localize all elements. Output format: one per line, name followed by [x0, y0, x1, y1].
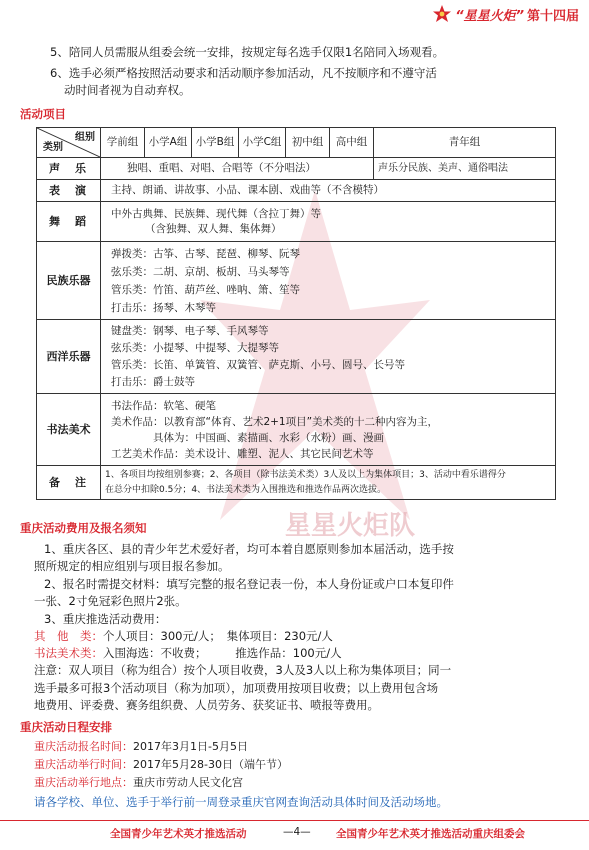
activity-table	[36, 127, 556, 500]
cell-line: 具体为：中国画、素描画、水彩（水粉）画、漫画	[111, 431, 384, 444]
cell-line: 弦乐类：二胡、京胡、板胡、马头琴等	[111, 265, 290, 278]
group-header: 学前组	[101, 128, 145, 158]
section-title-items: 活动项目	[20, 107, 66, 121]
row-label: 西洋乐器	[37, 320, 101, 394]
intro-item-6-cont: 动时间者视为自动弃权。	[64, 83, 191, 97]
table-header-row	[37, 128, 556, 158]
cell-line: 工艺美术作品：美术设计、雕塑、泥人、其它民间艺术等	[111, 447, 374, 460]
schedule-notice: 请各学校、单位、选手于举行前一周登录重庆官网查询活动具体时间及活动场地。	[34, 795, 448, 809]
fee-note-3: 地费用、评委费、赛务组织费、人员劳务、获奖证书、喷报等费用。	[34, 698, 379, 712]
row-label: 表 演	[37, 180, 101, 202]
signup-value: 2017年3月1日-5月5日	[133, 740, 248, 753]
row-content	[101, 466, 556, 500]
logo-edition: 第十四届	[526, 8, 579, 24]
section-title-fees: 重庆活动费用及报名须知	[20, 521, 147, 535]
cell-line: 书法作品：软笔、硬笔	[111, 399, 216, 412]
page-number: —4—	[283, 826, 311, 838]
fee-other-label: 其 他 类：	[34, 629, 103, 643]
table-row	[37, 242, 556, 320]
corner-category-label: 类别	[43, 142, 63, 153]
cell-line: 在总分中扣除0.5分；4、书法美术类为入围推选和推选作品两次选拔。	[105, 484, 387, 495]
cell-line: 弹拨类：古筝、古琴、琵琶、柳琴、阮琴	[111, 247, 300, 260]
table-corner-cell	[37, 128, 101, 158]
cell-line: （含独舞、双人舞、集体舞）	[145, 222, 282, 235]
cell-line: 打击乐：爵士鼓等	[111, 375, 195, 388]
intro-item-6: 6、选手必须严格按照活动要求和活动顺序参加活动，凡不按顺序和不遵守活	[50, 66, 437, 80]
row-label: 声 乐	[37, 158, 101, 180]
cell-line: 中外古典舞、民族舞、现代舞（含拉丁舞）等	[111, 207, 321, 220]
youth-cell: 声乐分民族、美声、通俗唱法	[374, 158, 556, 180]
schedule-signup	[34, 738, 248, 755]
footer-left: 全国青少年艺术英才推选活动	[110, 828, 247, 840]
torch-star-icon	[432, 4, 452, 24]
event-value: 2017年5月28-30日（端午节）	[133, 758, 288, 771]
group-header: 小学A组	[145, 128, 192, 158]
fee-item-2-cont: 一张、2寸免冠彩色照片2张。	[34, 594, 187, 608]
corner-group-label: 组别	[75, 132, 95, 143]
event-logo	[432, 4, 579, 24]
logo-brand: “星星火炬”	[455, 8, 524, 24]
footer-right: 全国青少年艺术英才推选活动重庆组委会	[336, 828, 525, 840]
venue-value: 重庆市劳动人民文化宫	[133, 776, 243, 789]
row-content	[101, 180, 556, 202]
cell-line: 键盘类：钢琴、电子琴、手风琴等	[111, 324, 269, 337]
section-title-schedule: 重庆活动日程安排	[20, 720, 112, 734]
fee-item-1-cont: 照所规定的相应组别与项目报名参加。	[34, 559, 230, 573]
row-content	[101, 158, 374, 180]
group-header: 小学C组	[239, 128, 286, 158]
table-row	[37, 394, 556, 466]
cell-line: 1、各项目均按组别参赛；2、各项目（除书法美术类）3人及以上为集体项目；3、活动中看乐谱得分	[105, 469, 506, 480]
group-header: 小学B组	[192, 128, 239, 158]
footer-divider	[0, 820, 589, 821]
fee-art	[34, 645, 574, 662]
row-label: 备 注	[37, 466, 101, 500]
intro-item-5: 5、陪同人员需服从组委会统一安排，按规定每名选手仅限1名陪同入场观看。	[50, 45, 445, 59]
cell-line: 管乐类：长笛、单簧管、双簧管、萨克斯、小号、圆号、长号等	[111, 358, 405, 371]
fee-item-1: 1、重庆各区、县的青少年艺术爱好者，均可本着自愿原则参加本届活动，选手按	[44, 542, 454, 556]
fee-other	[34, 628, 574, 645]
group-header: 初中组	[286, 128, 330, 158]
table-row	[37, 320, 556, 394]
fee-note-2: 选手最多可报3个活动项目（称为加项），加项费用按项目收费；以上费用包含场	[34, 681, 439, 695]
table-row	[37, 180, 556, 202]
venue-label: 重庆活动举行地点：	[34, 776, 133, 789]
cell-line: 美术作品：以教育部“体育、艺术2+1项目”美术类的十二种内容为主，	[111, 415, 439, 428]
fee-art-text: 入围海选：不收费； 推选作品：100元/人	[103, 646, 342, 660]
fee-other-text: 个人项目：300元/人； 集体项目：230元/人	[103, 629, 333, 643]
table-row	[37, 158, 556, 180]
event-label: 重庆活动举行时间：	[34, 758, 133, 771]
row-content	[101, 202, 556, 242]
group-header: 青年组	[374, 128, 556, 158]
cell-line: 弦乐类：小提琴、中提琴、大提琴等	[111, 341, 279, 354]
row-content	[101, 242, 556, 320]
watermark-label: 星星火炬队	[284, 511, 415, 541]
row-label: 民族乐器	[37, 242, 101, 320]
schedule-venue	[34, 774, 243, 791]
fee-item-3: 3、重庆推选活动费用：	[44, 612, 167, 626]
group-header: 高中组	[330, 128, 374, 158]
cell-line: 管乐类：竹笛、葫芦丝、唑呐、箫、笙等	[111, 283, 300, 296]
table-row	[37, 202, 556, 242]
signup-label: 重庆活动报名时间：	[34, 740, 133, 753]
cell-line: 主持、朗诵、讲故事、小品、课本剧、戏曲等（不含模特）	[111, 184, 384, 196]
row-label: 书法美术	[37, 394, 101, 466]
fee-item-2: 2、报名时需提交材料：填写完整的报名登记表一份，本人身份证或户口本复印件	[44, 577, 454, 591]
schedule-event	[34, 756, 288, 773]
fee-art-label: 书法美术类：	[34, 646, 103, 660]
cell-line: 独唱、重唱、对唱、合唱等（不分唱法）	[127, 162, 316, 174]
row-content	[101, 320, 556, 394]
row-content	[101, 394, 556, 466]
cell-line: 打击乐：扬琴、木琴等	[111, 301, 216, 314]
row-label: 舞 蹈	[37, 202, 101, 242]
fee-note-1: 注意：双人项目（称为组合）按个人项目收费，3人及3人以上称为集体项目；同一	[34, 663, 452, 677]
table-row	[37, 466, 556, 500]
